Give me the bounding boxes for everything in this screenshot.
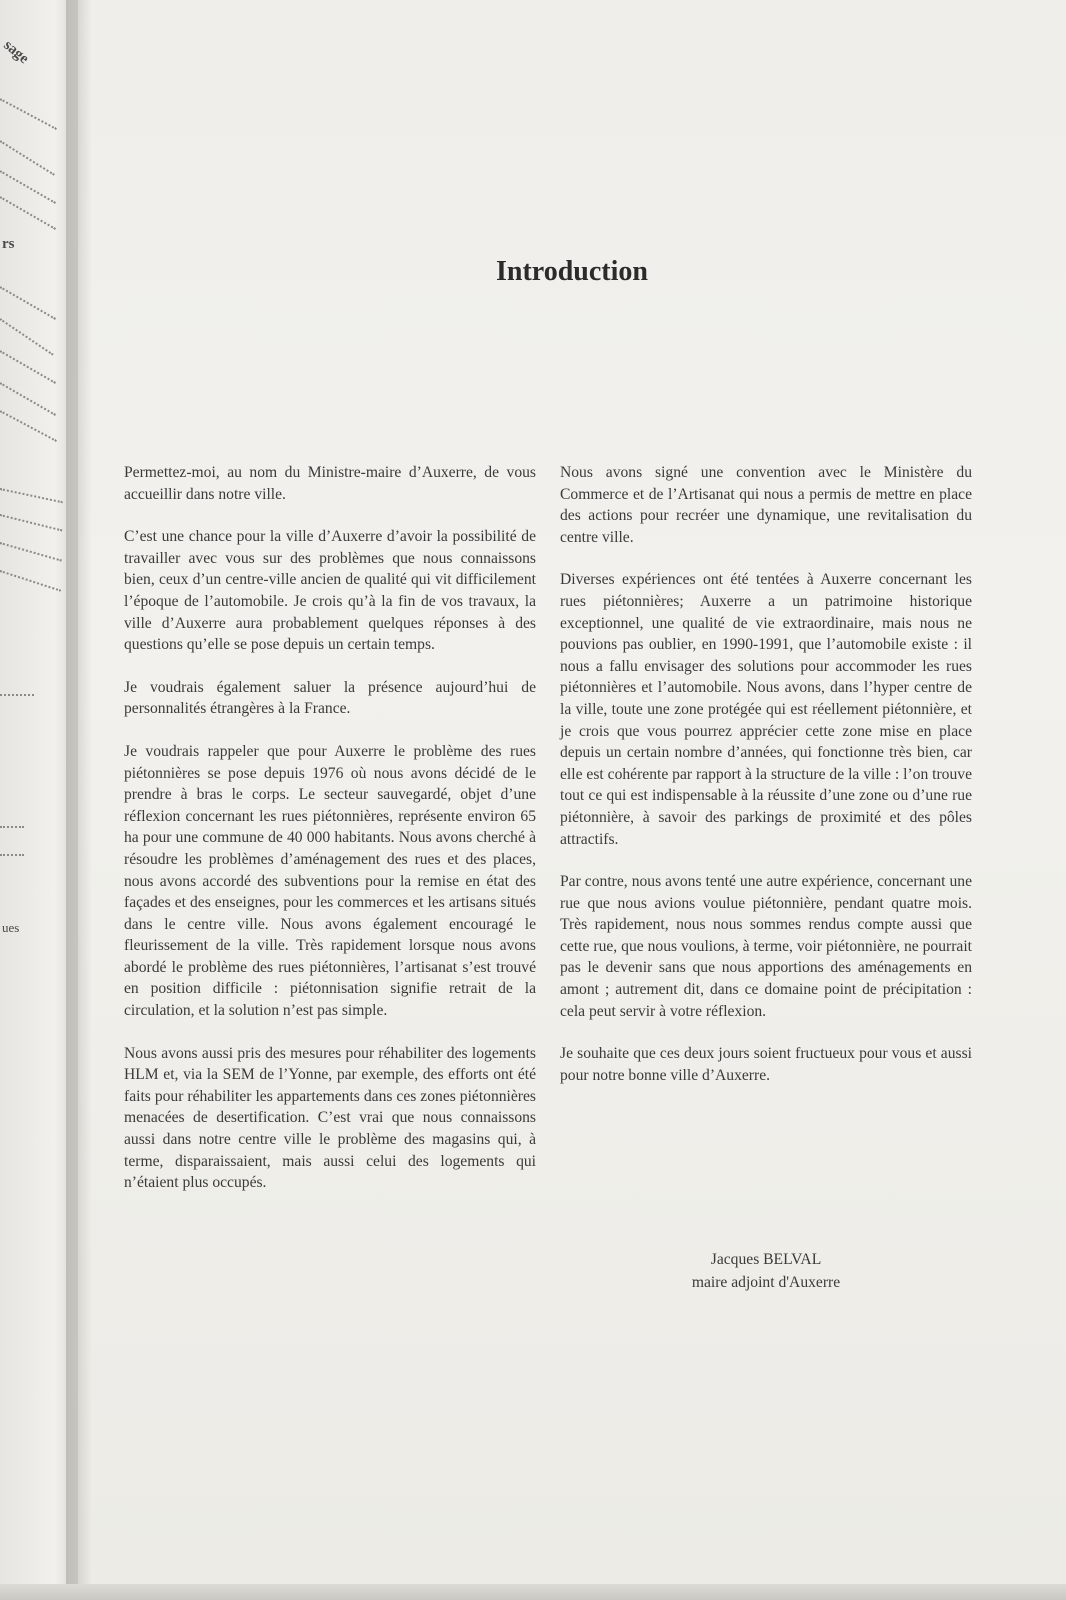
toc-leader <box>0 382 56 416</box>
page-bottom-edge <box>0 1584 1066 1600</box>
paragraph: Permettez-moi, au nom du Ministre-maire d’Auxerre, de vous accueillir dans notre ville. <box>124 464 536 503</box>
paragraph: Je souhaite que ces deux jours soient fructueux pour vous et aussi pour notre bonne ville d’Auxerre. <box>560 1045 972 1084</box>
left-column <box>124 462 536 1215</box>
toc-leader <box>0 514 62 531</box>
toc-leader <box>0 196 56 230</box>
binding-gutter-shadow <box>66 0 92 1600</box>
paragraph: C’est une chance pour la ville d’Auxerre d’avoir la possibilité de travailler avec vous sur des problèmes que nous connaissons bien, ceux d’un centre-ville ancien de qualité qui vit difficilement l’époque de l’automobile. Je crois qu’à la fin de vos travaux, la ville d’Auxerre aura probablement quelques réponses à des questions qu’elle se pose depuis un certain temps. <box>124 528 536 654</box>
toc-leader <box>0 410 57 442</box>
toc-leader <box>0 488 63 503</box>
right-column <box>560 462 972 1107</box>
document-page <box>78 0 1066 1600</box>
toc-leader <box>0 318 54 355</box>
toc-leader <box>0 854 24 856</box>
paragraph: Je voudrais rappeler que pour Auxerre le problème des rues piétonnières se pose depuis 1976 où nous avons décidé de le prendre à bras le corps. Le secteur sauvegardé, objet d’une réflexion concernant les rues piétonnières, représente environ 65 ha pour une commune de 40 000 habitants. Nous avons cherché à résoudre les problèmes d’aménagement des rues et des places, nous avons accordé des subventions pour la remise en état des façades et des enseignes, pour les commerces et les artisans situés dans le centre ville. Nous avons également encouragé le fleurissement de la ville. Très rapidement lorsque nous avons abordé le problème des rues piétonnières, l’artisanat s’est trouvé en position difficile : piétonnisation signifie retrait de la circulation, et la solution n’est pas simple. <box>124 742 536 1020</box>
paragraph: Nous avons signé une convention avec le Ministère du Commerce et de l’Artisanat qui nous a permis de mettre en place des actions pour recréer une dynamique, une revitalisation du centre ville. <box>560 464 972 546</box>
paragraph: Je voudrais également saluer la présence aujourd’hui de personnalités étrangères à la France. <box>124 678 536 718</box>
toc-leader <box>0 694 34 696</box>
facing-page-fragment: rs <box>2 236 15 252</box>
signatory-name: Jacques BELVAL <box>710 1251 822 1268</box>
toc-leader <box>0 98 57 130</box>
toc-leader <box>0 140 55 176</box>
signatory-role: maire adjoint d'Auxerre <box>691 1274 841 1291</box>
facing-page-fragment: ues <box>2 920 20 935</box>
paragraph: Diverses expériences ont été tentées à Auxerre concernant les rues piétonnières; Auxerre a un patrimoine historique exceptionnel, une qualité de vie extraordinaire, mais nous ne pouvions pas oublier, en 1990-1991, que l’automobile existe : il nous a fallu envisager des solutions pour accommoder les rues piétonnières et l’automobile. Nous avons, dans l’hyper centre de la ville, toute une zone protégée qui est réellement piétonnière, et je crois que vous pourrez apprécier cette zone mise en place depuis un certain nombre d’années, qui fonctionne très bien, car elle est cohérente par rapport à la structure de la ville : l’on trouve tout ce qui est indispensable à la réussite d’une zone ou d’une rue piétonnière, à savoir des parkings de proximité et des pôles attractifs. <box>560 571 972 848</box>
paragraph: Par contre, nous avons tenté une autre expérience, concernant une rue que nous avions voulue piétonnière, pendant quatre mois. Très rapidement, nous nous sommes rendus compte aussi que cette rue, que nous voulions, à terme, voir piétonnière, ne pourrait pas le devenir sans que nous apportions des aménagements en amont ; autrement dit, dans ce domaine point de précipitation : cela peut servir à votre réflexion. <box>560 873 972 1020</box>
toc-leader <box>0 826 24 828</box>
toc-leader <box>0 170 56 204</box>
page-title: Introduction <box>496 256 648 287</box>
toc-leader <box>0 542 62 562</box>
toc-leader <box>0 286 56 320</box>
paragraph: Nous avons aussi pris des mesures pour réhabiliter des logements HLM et, via la SEM de l’Yonne, par exemple, des efforts ont été faits pour réhabiliter les appartements dans ces zones piétonnières menacées de desertification. C’est vrai que nous connaissons aussi dans notre centre ville le problème des magasins qui, à terme, disparaissaient, mais aussi celui des logements qui n’étaient plus occupés. <box>124 1044 536 1192</box>
facing-page-fragment: sage <box>0 37 32 68</box>
toc-leader <box>0 570 61 592</box>
signature-block <box>560 1248 972 1294</box>
toc-leader <box>0 350 56 384</box>
